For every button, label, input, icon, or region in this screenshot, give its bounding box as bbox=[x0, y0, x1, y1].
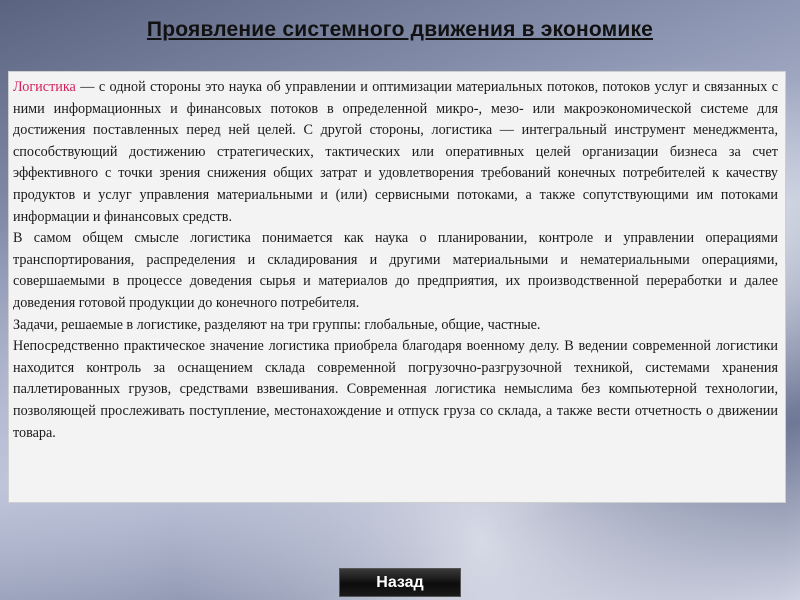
content-box bbox=[8, 71, 786, 503]
paragraph-definition bbox=[13, 77, 778, 228]
term-logistics: Логистика bbox=[13, 79, 76, 95]
paragraph-definition-text: — с одной стороны это наука об управлении и оптимизации материальных потоков, потоков услуг и связанных с ними информационных и финансовых потоков в определенной микро-, мезо- или макроэкономической системе для достижения поставленных перед ней целей. С другой стороны, логистика — интегральный инструмент менеджмента, способствующий достижению стратегических, тактических или оперативных целей организации бизнеса за счет эффективного с точки зрения снижения общих затрат и удовлетворения требований конечных потребителей к качеству продуктов и услуг управления материальными и (или) сервисными потоками, а также сопутствующими им потоками информации и финансовых средств. bbox=[13, 79, 778, 225]
paragraph-task-groups: Задачи, решаемые в логистике, разделяют на три группы: глобальные, общие, частные. bbox=[13, 316, 541, 333]
paragraph-practical-value: Непосредственно практическое значение логистика приобрела благодаря военному делу. В ведении современной логистики находится контроль за оснащением склада современной погрузочно-разгрузочной техникой, системами хранения паллетированных грузов, средствами взвешивания. Современная логистика немыслима без компьютерной технологии, позволяющей прослеживать поступление, местонахождение и отпуск груза со склада, а также вести отчетность о движении товара. bbox=[13, 338, 778, 441]
paragraph-general-meaning: В самом общем смысле логистика понимается как наука о планировании, контроле и управлении операциями транспортирования, распределения и складирования и другими материальными и нематериальными операциями, совершаемыми в процессе доведения сырья и материалов до предприятия, их производственной переработки и далее доведения готовой продукции до конечного потребителя. bbox=[13, 230, 778, 311]
back-button[interactable]: Назад bbox=[339, 568, 461, 597]
page-title: Проявление системного движения в экономике bbox=[146, 18, 654, 41]
